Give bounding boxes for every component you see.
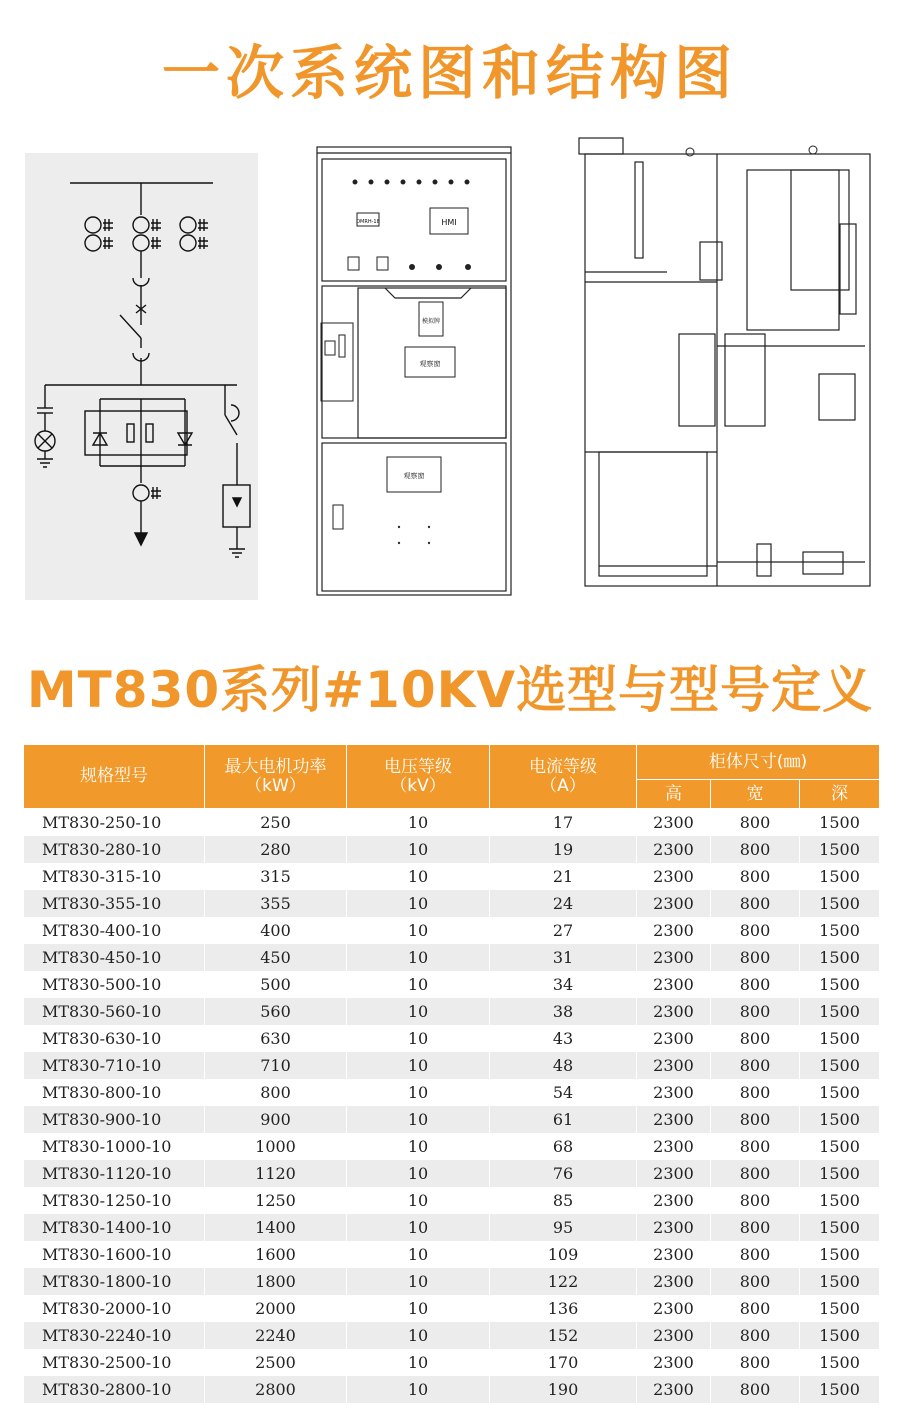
cell-current: 152	[490, 1322, 637, 1349]
table-row	[24, 1187, 880, 1214]
cell-model: MT830-280-10	[24, 836, 205, 863]
cell-power: 250	[205, 809, 347, 837]
cell-height: 2300	[637, 1322, 711, 1349]
cell-current: 85	[490, 1187, 637, 1214]
cell-voltage: 10	[347, 971, 490, 998]
table-row	[24, 1322, 880, 1349]
cell-current: 21	[490, 863, 637, 890]
cell-power: 450	[205, 944, 347, 971]
header-current	[490, 745, 637, 809]
table-body	[24, 809, 880, 1404]
table-row	[24, 1241, 880, 1268]
cell-model: MT830-2240-10	[24, 1322, 205, 1349]
cell-width: 800	[711, 1241, 800, 1268]
cell-height: 2300	[637, 1052, 711, 1079]
cell-voltage: 10	[347, 944, 490, 971]
cell-width: 800	[711, 863, 800, 890]
cell-voltage: 10	[347, 1376, 490, 1403]
cell-height: 2300	[637, 1241, 711, 1268]
cell-width: 800	[711, 1295, 800, 1322]
cell-voltage: 10	[347, 998, 490, 1025]
cell-depth: 1500	[800, 836, 880, 863]
table-row	[24, 998, 880, 1025]
cell-height: 2300	[637, 917, 711, 944]
header-current-unit: （A）	[540, 775, 586, 796]
cell-power: 1800	[205, 1268, 347, 1295]
cell-height: 2300	[637, 1079, 711, 1106]
cell-voltage: 10	[347, 1268, 490, 1295]
cell-depth: 1500	[800, 1295, 880, 1322]
cell-height: 2300	[637, 1187, 711, 1214]
table-row	[24, 1349, 880, 1376]
section-title-diagrams: 一次系统图和结构图	[161, 39, 738, 107]
cell-current: 190	[490, 1376, 637, 1403]
header-dimensions: 柜体尺寸(㎜)	[637, 745, 880, 780]
cell-current: 17	[490, 809, 637, 837]
cell-voltage: 10	[347, 863, 490, 890]
header-power-text: 最大电机功率	[224, 756, 327, 777]
cell-width: 800	[711, 1052, 800, 1079]
table-row	[24, 944, 880, 971]
cell-depth: 1500	[800, 944, 880, 971]
cell-voltage: 10	[347, 1214, 490, 1241]
cell-voltage: 10	[347, 1052, 490, 1079]
cell-depth: 1500	[800, 1349, 880, 1376]
table-row	[24, 890, 880, 917]
header-power-unit: （kW）	[245, 775, 306, 796]
cell-voltage: 10	[347, 890, 490, 917]
cell-model: MT830-1600-10	[24, 1241, 205, 1268]
cell-depth: 1500	[800, 1322, 880, 1349]
cell-depth: 1500	[800, 1187, 880, 1214]
table-row	[24, 836, 880, 863]
table-row	[24, 1133, 880, 1160]
cell-current: 43	[490, 1025, 637, 1052]
cell-height: 2300	[637, 1214, 711, 1241]
cell-width: 800	[711, 836, 800, 863]
cell-current: 109	[490, 1241, 637, 1268]
cell-model: MT830-250-10	[24, 809, 205, 837]
cell-height: 2300	[637, 863, 711, 890]
cell-current: 31	[490, 944, 637, 971]
cell-current: 24	[490, 890, 637, 917]
cabinet-front-drawing	[315, 145, 513, 597]
cell-depth: 1500	[800, 890, 880, 917]
cell-depth: 1500	[800, 1025, 880, 1052]
cell-voltage: 10	[347, 1106, 490, 1133]
cell-current: 68	[490, 1133, 637, 1160]
cell-width: 800	[711, 1133, 800, 1160]
cell-model: MT830-710-10	[24, 1052, 205, 1079]
cell-model: MT830-315-10	[24, 863, 205, 890]
cell-model: MT830-1800-10	[24, 1268, 205, 1295]
table-row	[24, 1295, 880, 1322]
cell-power: 2240	[205, 1322, 347, 1349]
cell-depth: 1500	[800, 1214, 880, 1241]
table-row	[24, 1079, 880, 1106]
table-row	[24, 1106, 880, 1133]
cell-power: 1250	[205, 1187, 347, 1214]
table-row	[24, 809, 880, 837]
table-row	[24, 1214, 880, 1241]
cell-power: 1000	[205, 1133, 347, 1160]
single-line-diagram-drawing	[25, 153, 258, 600]
cell-depth: 1500	[800, 971, 880, 998]
cell-voltage: 10	[347, 836, 490, 863]
cell-width: 800	[711, 1214, 800, 1241]
cell-voltage: 10	[347, 809, 490, 837]
cell-height: 2300	[637, 1295, 711, 1322]
cabinet-side-drawing	[575, 132, 880, 590]
table-row	[24, 1025, 880, 1052]
cell-power: 630	[205, 1025, 347, 1052]
cell-model: MT830-1000-10	[24, 1133, 205, 1160]
cell-model: MT830-2800-10	[24, 1376, 205, 1403]
table-row	[24, 971, 880, 998]
cell-model: MT830-800-10	[24, 1079, 205, 1106]
header-voltage-unit: （kV）	[390, 775, 446, 796]
cell-power: 560	[205, 998, 347, 1025]
cell-width: 800	[711, 1268, 800, 1295]
cell-depth: 1500	[800, 863, 880, 890]
cell-depth: 1500	[800, 1268, 880, 1295]
cell-model: MT830-500-10	[24, 971, 205, 998]
window-lower-label: 观察窗	[403, 472, 425, 480]
cabinet-side-view	[575, 132, 880, 590]
cell-depth: 1500	[800, 1106, 880, 1133]
table-row	[24, 917, 880, 944]
cell-width: 800	[711, 998, 800, 1025]
cell-model: MT830-1400-10	[24, 1214, 205, 1241]
cell-power: 500	[205, 971, 347, 998]
cell-width: 800	[711, 1025, 800, 1052]
cell-power: 2800	[205, 1376, 347, 1403]
cell-power: 400	[205, 917, 347, 944]
cell-voltage: 10	[347, 1295, 490, 1322]
cell-voltage: 10	[347, 1160, 490, 1187]
header-voltage-text: 电压等级	[384, 756, 452, 777]
mimic-board-label: 模拟牌	[421, 318, 441, 325]
cell-current: 48	[490, 1052, 637, 1079]
window-upper-label: 观察窗	[419, 360, 441, 368]
cell-depth: 1500	[800, 1160, 880, 1187]
cell-power: 2500	[205, 1349, 347, 1376]
cell-power: 1400	[205, 1214, 347, 1241]
cell-model: MT830-1120-10	[24, 1160, 205, 1187]
cell-depth: 1500	[800, 1241, 880, 1268]
cell-height: 2300	[637, 1349, 711, 1376]
header-power	[205, 745, 347, 809]
cell-depth: 1500	[800, 1079, 880, 1106]
cell-model: MT830-1250-10	[24, 1187, 205, 1214]
cell-power: 355	[205, 890, 347, 917]
cell-voltage: 10	[347, 1241, 490, 1268]
table-row	[24, 1268, 880, 1295]
cell-power: 900	[205, 1106, 347, 1133]
cell-height: 2300	[637, 1106, 711, 1133]
cell-voltage: 10	[347, 1025, 490, 1052]
cell-width: 800	[711, 971, 800, 998]
cell-width: 800	[711, 1106, 800, 1133]
header-height: 高	[637, 780, 711, 809]
header-current-text: 电流等级	[529, 756, 597, 777]
cell-height: 2300	[637, 1160, 711, 1187]
cell-current: 38	[490, 998, 637, 1025]
header-width: 宽	[711, 780, 800, 809]
cabinet-front-view	[315, 145, 513, 597]
cell-current: 19	[490, 836, 637, 863]
cell-power: 1120	[205, 1160, 347, 1187]
section-title-table: MT830系列#10KV选型与型号定义	[26, 661, 874, 719]
cell-voltage: 10	[347, 1187, 490, 1214]
cell-model: MT830-900-10	[24, 1106, 205, 1133]
cell-width: 800	[711, 1376, 800, 1403]
cell-model: MT830-560-10	[24, 998, 205, 1025]
cell-model: MT830-450-10	[24, 944, 205, 971]
cell-voltage: 10	[347, 1349, 490, 1376]
cell-model: MT830-355-10	[24, 890, 205, 917]
cell-depth: 1500	[800, 1376, 880, 1403]
cell-width: 800	[711, 1079, 800, 1106]
cell-current: 76	[490, 1160, 637, 1187]
cell-current: 122	[490, 1268, 637, 1295]
table-row	[24, 1052, 880, 1079]
cell-model: MT830-630-10	[24, 1025, 205, 1052]
cell-height: 2300	[637, 971, 711, 998]
model-spec-table	[23, 744, 880, 1403]
cell-power: 280	[205, 836, 347, 863]
cell-width: 800	[711, 890, 800, 917]
cell-voltage: 10	[347, 1079, 490, 1106]
cell-height: 2300	[637, 890, 711, 917]
cell-model: MT830-2000-10	[24, 1295, 205, 1322]
cell-height: 2300	[637, 998, 711, 1025]
cell-power: 710	[205, 1052, 347, 1079]
cell-height: 2300	[637, 1268, 711, 1295]
cell-current: 27	[490, 917, 637, 944]
cell-power: 800	[205, 1079, 347, 1106]
cell-current: 95	[490, 1214, 637, 1241]
header-model: 规格型号	[24, 745, 205, 809]
cell-depth: 1500	[800, 917, 880, 944]
cell-power: 315	[205, 863, 347, 890]
cell-height: 2300	[637, 1133, 711, 1160]
cell-width: 800	[711, 1322, 800, 1349]
cell-voltage: 10	[347, 1322, 490, 1349]
cell-height: 2300	[637, 836, 711, 863]
cell-current: 170	[490, 1349, 637, 1376]
cell-depth: 1500	[800, 1133, 880, 1160]
cell-voltage: 10	[347, 917, 490, 944]
table-row	[24, 1160, 880, 1187]
cell-power: 2000	[205, 1295, 347, 1322]
cell-height: 2300	[637, 944, 711, 971]
cell-current: 54	[490, 1079, 637, 1106]
cell-current: 61	[490, 1106, 637, 1133]
table-row	[24, 863, 880, 890]
cell-current: 34	[490, 971, 637, 998]
cell-depth: 1500	[800, 998, 880, 1025]
header-voltage	[347, 745, 490, 809]
cell-width: 800	[711, 1160, 800, 1187]
hmi-label: HMI	[441, 218, 457, 227]
cell-width: 800	[711, 917, 800, 944]
single-line-diagram	[25, 153, 258, 600]
header-depth: 深	[800, 780, 880, 809]
cell-voltage: 10	[347, 1133, 490, 1160]
cell-depth: 1500	[800, 1052, 880, 1079]
indicator-label: DMRH-18	[356, 219, 380, 225]
table-row	[24, 1376, 880, 1403]
cell-model: MT830-400-10	[24, 917, 205, 944]
cell-width: 800	[711, 1349, 800, 1376]
cell-current: 136	[490, 1295, 637, 1322]
cell-height: 2300	[637, 1025, 711, 1052]
cell-width: 800	[711, 809, 800, 837]
cell-width: 800	[711, 1187, 800, 1214]
cell-model: MT830-2500-10	[24, 1349, 205, 1376]
cell-height: 2300	[637, 809, 711, 837]
cell-width: 800	[711, 944, 800, 971]
cell-power: 1600	[205, 1241, 347, 1268]
cell-height: 2300	[637, 1376, 711, 1403]
cell-depth: 1500	[800, 809, 880, 837]
